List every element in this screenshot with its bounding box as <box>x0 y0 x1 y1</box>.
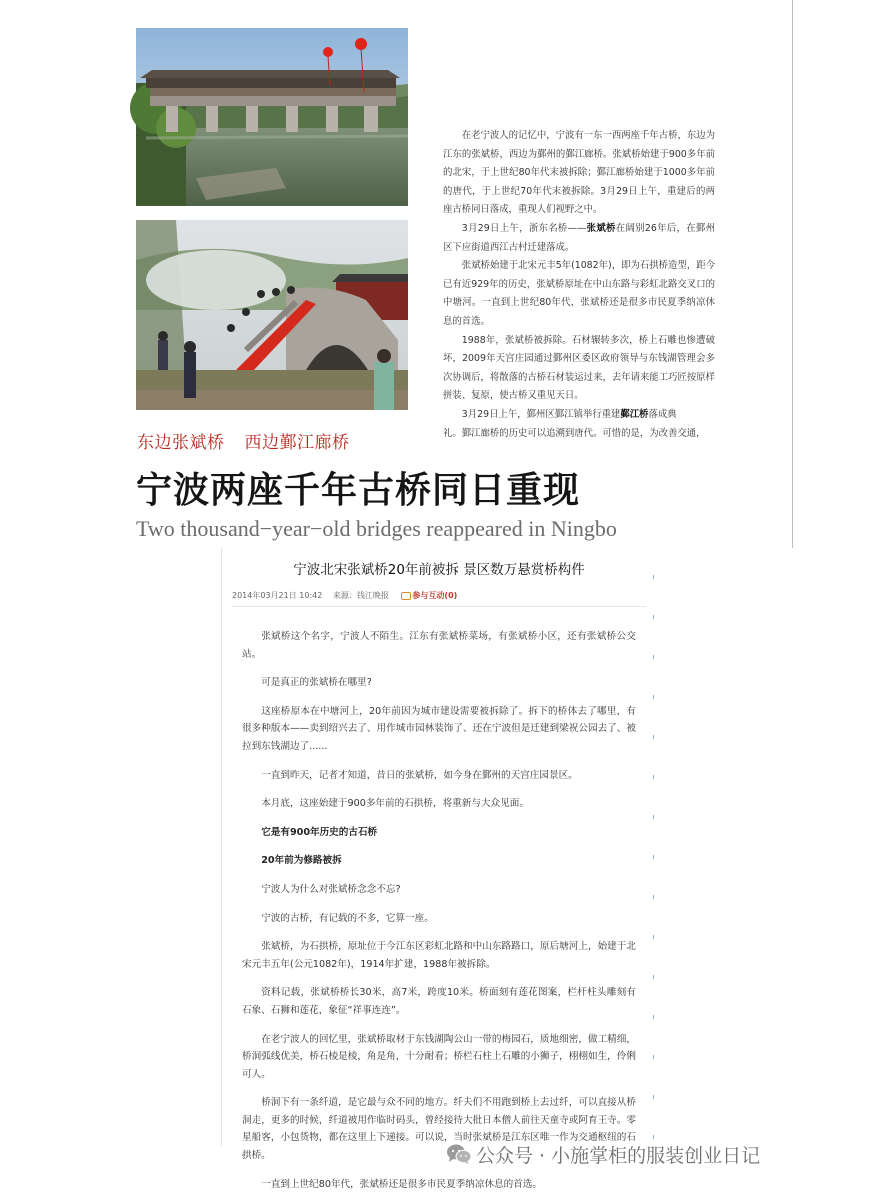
watermark-text: 公众号 · 小施掌柜的服装创业日记 <box>476 1144 761 1167</box>
news-paragraph: 资料记载，张斌桥桥长30米，高7米，跨度10米。桥面刻有莲花图案，栏杆柱头雕刻有石象、石狮和莲花，象征“祥事连连”。 <box>242 987 636 1016</box>
news-paragraph: 桥洞下有一条纤道，是它最与众不同的地方。纤夫们不用跑到桥上去过纤，可以直接从桥洞走，更多的时候，纤道被用作临时码头，曾经接待大批日本僧人前往天童寺或阿育王寺。零星船客，小包货物，都在这里上下递接。可以说，当时张斌桥是江东区唯一作为交通枢纽的石拱桥。 <box>242 1097 636 1162</box>
news-paragraph: 张斌桥，为石拱桥，原址位于今江东区彩虹北路和中山东路路口，原后塘河上，始建于北宋元丰五年(公元1082年)，1914年扩建，1988年被拆除。 <box>242 941 636 970</box>
magazine-paragraph: 在老宁波人的记忆中，宁波有一东一西两座千年古桥，东边为江东的张斌桥，西边为鄞州的鄞江廊桥。张斌桥始建于900多年前的北宋，于上世纪80年代末被拆除；鄞江廊桥始建于1000多年前的唐代，于上世纪70年代末被拆除。3月29日上午，重建后的两座古桥同日落成，重现人们视野之中。 <box>443 130 715 216</box>
magazine-bold-term: 张斌桥 <box>586 222 616 234</box>
news-paragraph: 可是真正的张斌桥在哪里? <box>261 677 372 689</box>
comment-bubble-icon <box>401 592 411 600</box>
comment-link-label: 参与互动(0) <box>412 591 458 600</box>
news-source: 来源：钱江晚报 <box>332 591 389 600</box>
covered-bridge-photo <box>136 28 408 206</box>
news-title: 宁波北宋张斌桥20年前被拆 景区数万悬赏桥构件 <box>293 562 585 578</box>
magazine-text-run: 落成典 <box>648 408 677 420</box>
clipping-edge-marks <box>653 575 654 1145</box>
news-paragraph: 张斌桥这个名字，宁波人不陌生。江东有张斌桥菜场，有张斌桥小区，还有张斌桥公交站。 <box>242 631 636 660</box>
news-paragraph: 一直到昨天，记者才知道，昔日的张斌桥，如今身在鄞州的天宫庄园景区。 <box>261 769 578 781</box>
magazine-paragraph: 张斌桥始建于北宋元丰5年(1082年)，即为石拱桥造型，距今已有近929年的历史，张斌桥原址在中山东路与彩虹北路交叉口的中塘河。一直到上世纪80年代，张斌桥还是很多市民夏季纳凉休息的首选。 <box>443 260 715 327</box>
magazine-bold-term: 鄞江桥 <box>620 408 649 420</box>
news-paragraph: 在老宁波人的回忆里，张斌桥取材于东钱湖陶公山一带的梅园石，质地细密，做工精细，桥洞弧线优美，桥石棱是棱，角是角，十分耐看；桥栏石柱上石雕的小狮子，栩栩如生，伶俐可人。 <box>242 1033 636 1080</box>
news-subheading: 20年前为修路被拆 <box>261 855 342 867</box>
magazine-article-text <box>443 127 715 443</box>
magazine-paragraph <box>443 406 715 425</box>
news-meta <box>232 590 457 601</box>
news-subheading: 它是有900年历史的古石桥 <box>261 826 378 838</box>
subtitle-east-bridge: 东边张斌桥 <box>137 433 225 453</box>
meta-divider <box>232 606 646 607</box>
magazine-text-run: 3月29日上午，浙东名桥—— <box>461 222 587 234</box>
section-subtitle <box>137 428 350 453</box>
magazine-text-run: 在阔别26年后，在鄞州区下应街道西江古村迁建落成。 <box>443 222 715 253</box>
page-headline-english: Two thousand−year−old bridges reappeared in Ningbo <box>136 516 617 541</box>
news-paragraph: 本月底，这座始建于900多年前的石拱桥，将重新与大众见面。 <box>261 798 529 810</box>
wechat-logo-icon <box>446 1143 472 1165</box>
magazine-paragraph <box>443 220 715 257</box>
page-edge-line <box>792 0 793 548</box>
wechat-watermark <box>446 1141 760 1167</box>
news-paragraph: 宁波的古桥，有记载的不多，它算一座。 <box>261 912 434 924</box>
news-paragraph: 宁波人为什么对张斌桥念念不忘? <box>261 883 401 895</box>
news-paragraph: 这座桥原本在中塘河上，20年前因为城市建设需要被拆除了。拆下的桥体去了哪里，有很多种版本——卖到绍兴去了、用作城市园林装饰了、还在宁波但是迁建到梁祝公园去了、被拉到东钱湖边了...... <box>242 705 636 752</box>
stone-arch-bridge-photo <box>136 220 408 410</box>
page-headline: 宁波两座千年古桥同日重现 <box>136 470 581 511</box>
magazine-paragraph: 1988年，张斌桥被拆除。石材辗转多次，桥上石雕也惨遭破坏，2009年天宫庄园通过鄞州区委区政府领导与东钱湖管理会多次协调后，将散落的古桥石材装运过来，去年请来能工巧匠按原样拼装、复原，使古桥又重见天日。 <box>443 334 715 402</box>
magazine-paragraph: 礼。鄞江廊桥的历史可以追溯到唐代。可惜的是，为改善交通， <box>443 427 706 439</box>
magazine-text-run: 3月29日上午，鄞州区鄞江镇举行重建 <box>461 408 621 420</box>
subtitle-west-bridge: 西边鄞江廊桥 <box>244 433 350 453</box>
news-body <box>242 628 636 1204</box>
comment-link[interactable] <box>401 591 457 600</box>
news-paragraph: 一直到上世纪80年代，张斌桥还是很多市民夏季纳凉休息的首选。 <box>261 1178 543 1190</box>
news-date: 2014年03月21日 10:42 <box>232 591 323 600</box>
